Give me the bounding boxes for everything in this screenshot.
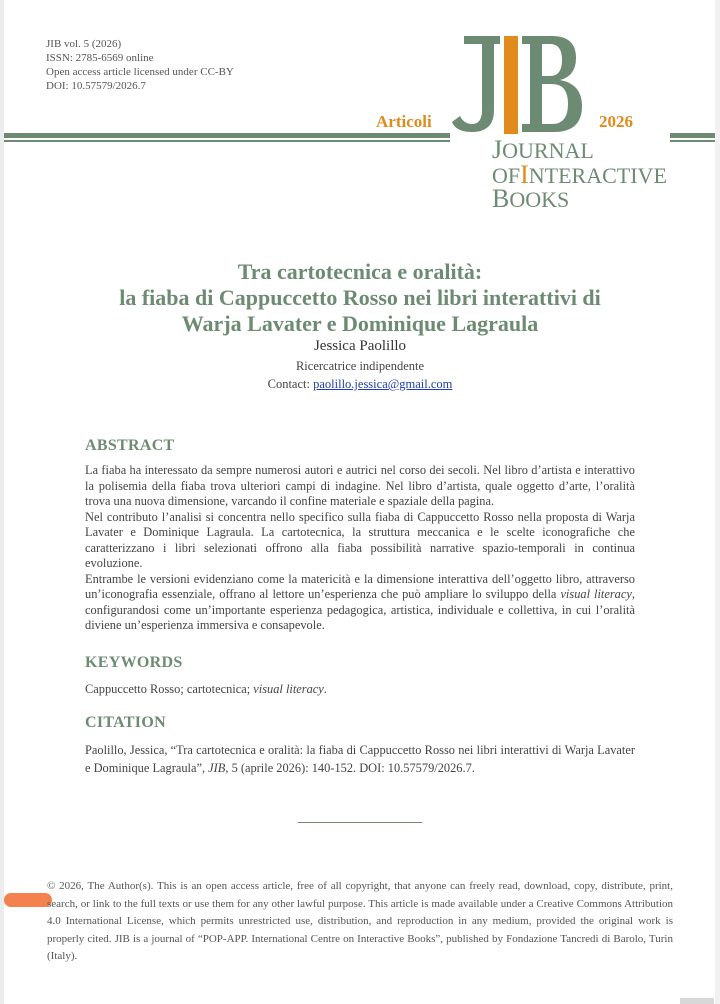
title-line-1: Tra cartotecnica e oralità: xyxy=(237,259,483,284)
logo-text-books: BOOKS xyxy=(492,184,570,213)
citation-heading: CITATION xyxy=(85,714,166,731)
contact-label: Contact: xyxy=(267,377,314,391)
page-corner xyxy=(680,998,714,1004)
logo-letter-j xyxy=(452,36,500,132)
section-separator xyxy=(298,822,422,823)
section-label: Articoli xyxy=(372,113,436,131)
highlighter-mark xyxy=(4,893,52,907)
author-affiliation: Ricercatrice indipendente xyxy=(295,359,425,373)
license-line: Open access article licensed under CC-BY xyxy=(46,66,234,78)
abstract-paragraph-2: Nel contributo l’analisi si concentra nello specifico sulla fiaba di Cappuccetto Rosso nella proposta di Warja Lavater e Dominique Lagraula. La cartotecnica, la struttura meccanica e le scelte iconografiche che caratterizzano i libri selezionati offrono alla fiaba possibilità narrative spazio-temporali in continua evoluzione. xyxy=(85,509,635,570)
contact-line xyxy=(60,377,660,392)
contact-email-link[interactable]: paolillo.jessica@gmail.com xyxy=(313,377,453,391)
abstract-paragraph-3: Entrambe le versioni evidenziano come la matericità e la dimensione interattiva dell’oggetto libro, attraverso un’iconografia essenziale, offrano al lettore un’esperienza che può ampliare lo sviluppo della visual literacy, configurandosi come un’importante esperienza pedagogica, artistica, individuale e collettiva, in cui l’oralità diviene un’esperienza immersiva e consapevole. xyxy=(85,571,635,632)
logo-text-journal: JOURNAL xyxy=(492,135,594,164)
volume-line: JIB vol. 5 (2026) xyxy=(46,38,122,50)
title-line-2: la fiaba di Cappuccetto Rosso nei libri interattivi di xyxy=(119,285,601,310)
keywords-heading: KEYWORDS xyxy=(85,654,183,671)
doi-line: DOI: 10.57579/2026.7 xyxy=(46,80,146,92)
author-name: Jessica Paolillo xyxy=(313,338,407,354)
abstract-heading: ABSTRACT xyxy=(85,437,175,454)
page-edge-left xyxy=(0,0,4,1004)
journal-logo xyxy=(450,32,670,212)
abstract-paragraph-1: La fiaba ha interessato da sempre numerosi autori e autrici nel corso dei secoli. Nel libro d’artista e interattivo la polisemia della fiaba trova ulteriori campi di indagine. Nel libro d’artista, quale oggetto d’arte, l’oralità trova una nuova dimensione, varcando il confine materiale e spaziale della pagina. xyxy=(85,463,635,508)
abstract-body xyxy=(85,463,635,634)
logo-letter-i xyxy=(504,36,518,134)
article-title xyxy=(60,259,660,337)
logo-text-of-interactive: OFINTERACTIVE xyxy=(492,160,667,189)
copyright-notice: © 2026, The Author(s). This is an open access article, free of all copyright, that anyone can freely read, download, copy, distribute, print, search, or link to the full texts or use them for any other lawful purpose. This article is made available under a Creative Commons Attribution 4.0 International License, which permits unrestricted use, distribution, and reproduction in any medium, provided the original work is properly cited. JIB is a journal of “POP-APP. International Centre on Interactive Books”, published by Fondazione Tancredi di Barolo, Turin (Italy). xyxy=(47,880,673,962)
journal-metadata xyxy=(46,37,234,93)
title-line-3: Warja Lavater e Dominique Lagraula xyxy=(181,311,539,336)
page-edge-right xyxy=(715,0,720,1004)
keywords-text: Cappuccetto Rosso; cartotecnica; visual literacy. xyxy=(85,682,327,696)
year-label: 2026 xyxy=(595,113,637,131)
logo-letter-b xyxy=(522,36,582,132)
issn-line: ISSN: 2785-6569 online xyxy=(46,52,154,64)
jib-monogram xyxy=(450,32,670,142)
citation-text: Paolillo, Jessica, “Tra cartotecnica e oralità: la fiaba di Cappuccetto Rosso nei libri interattivi di Warja Lavater e Dominique Lagraula”, JIB, 5 (aprile 2026): 140-152. DOI: 10.57579/2026.7. xyxy=(85,743,635,775)
